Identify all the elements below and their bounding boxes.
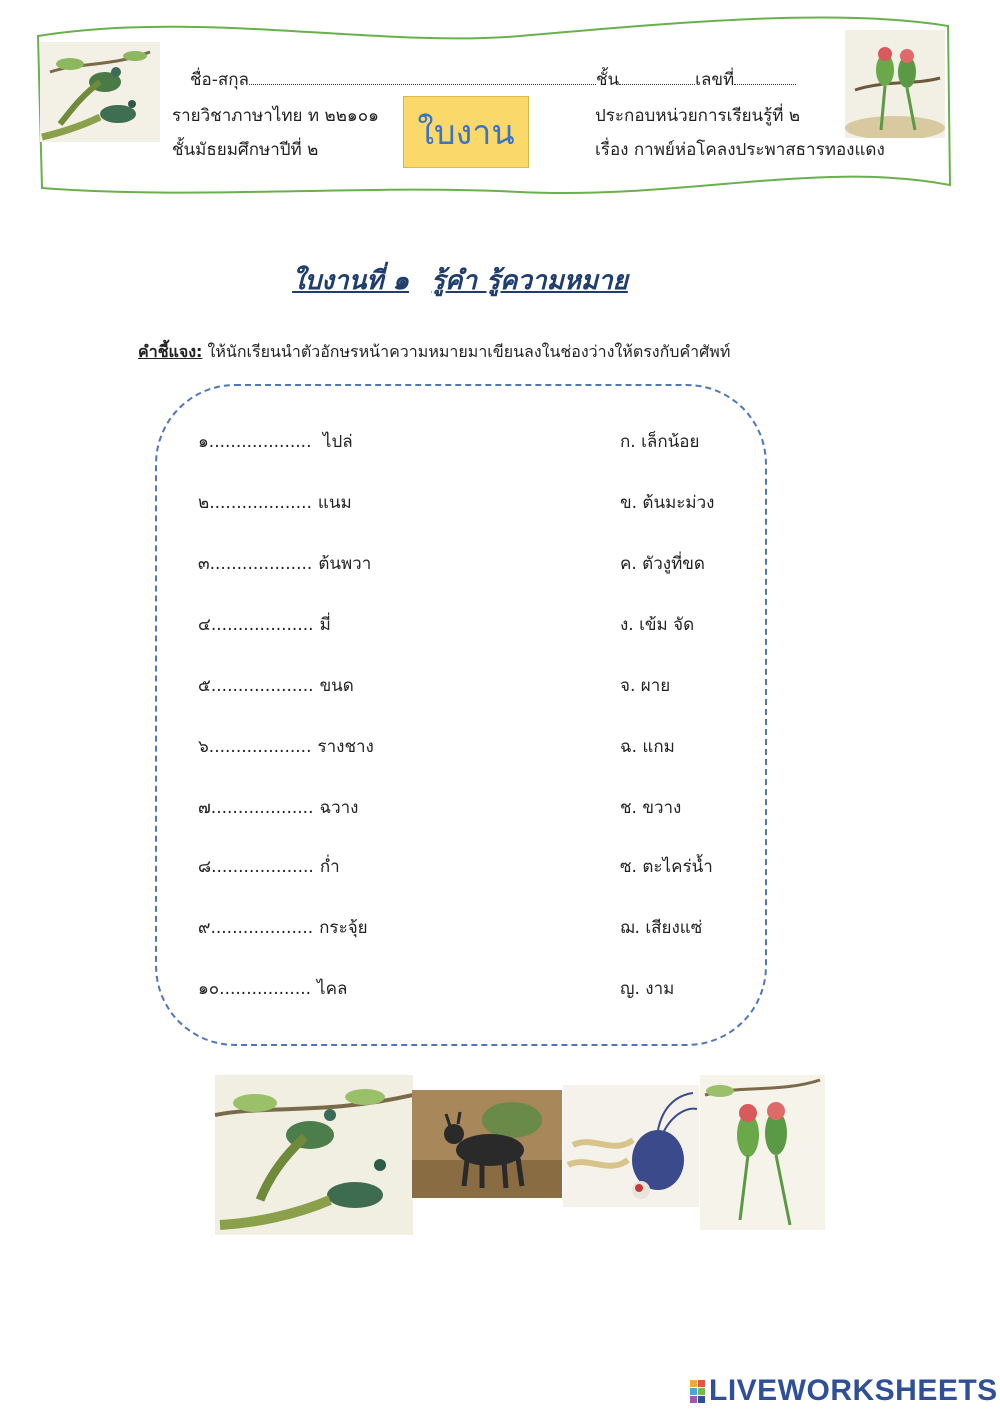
meaning-option: ช. ขวาง <box>620 798 682 818</box>
parrots-picture-right <box>845 30 945 138</box>
word-number: ๒ <box>198 493 210 513</box>
name-blank[interactable] <box>249 84 596 85</box>
word-row <box>198 733 374 760</box>
word-number: ๙ <box>198 918 211 938</box>
word-row <box>198 794 358 821</box>
pheasant-picture <box>563 1085 699 1207</box>
instruction <box>138 340 730 365</box>
word-row <box>198 489 352 516</box>
word-row <box>198 428 353 455</box>
vocab-word: ไคล <box>317 979 348 999</box>
worksheet-number: ใบงานที่ ๑ <box>292 266 410 296</box>
peacock-picture-left <box>40 42 160 142</box>
peacock-picture <box>215 1075 413 1235</box>
unit-text: ประกอบหน่วยการเรียนรู้ที่ ๒ <box>595 106 801 126</box>
class-label: ชั้น <box>595 70 620 90</box>
vocab-word: แนม <box>317 493 352 513</box>
liveworksheets-logo <box>690 1374 998 1408</box>
answer-blank[interactable]: ................... <box>208 737 312 757</box>
vocab-word: ฉวาง <box>319 798 359 818</box>
word-number: ๘ <box>198 857 212 877</box>
word-row <box>198 853 340 880</box>
vocab-word: กระจุ้ย <box>319 918 368 938</box>
meaning-option: ง. เข้ม จัด <box>620 615 695 635</box>
meaning-option: ข. ต้นมะม่วง <box>620 493 715 513</box>
vocab-word: มี่ <box>319 615 331 635</box>
meaning-option: ค. ตัวงูที่ขด <box>620 554 705 574</box>
word-number: ๔ <box>198 615 211 635</box>
answer-blank[interactable]: ................... <box>210 918 314 938</box>
word-row <box>198 550 371 577</box>
meaning-option: จ. ผาย <box>620 676 671 696</box>
meaning-option: ก. เล็กน้อย <box>620 432 700 452</box>
name-class-number-line <box>190 66 796 93</box>
meaning-option: ญ. งาม <box>620 979 675 999</box>
vocab-word: ต้นพวา <box>318 554 372 574</box>
answer-blank[interactable]: ................... <box>209 554 313 574</box>
meaning-option: ซ. ตะไคร่น้ำ <box>620 857 713 877</box>
logo-text: LIVEWORKSHEETS <box>709 1374 998 1407</box>
word-row <box>198 611 331 638</box>
name-label: ชื่อ-สกุล <box>190 70 249 90</box>
answer-blank[interactable]: ................... <box>210 798 314 818</box>
page-title <box>0 260 920 301</box>
meaning-option: ฌ. เสียงแซ่ <box>620 918 703 938</box>
word-number: ๑๐ <box>198 979 220 999</box>
number-blank[interactable] <box>734 84 796 85</box>
word-number: ๗ <box>198 798 211 818</box>
vocab-word: ก่ำ <box>319 857 340 877</box>
worksheet-badge-label: ใบงาน <box>417 113 515 153</box>
matching-box <box>155 384 767 1046</box>
class-blank[interactable] <box>619 84 695 85</box>
answer-blank[interactable]: ................. <box>219 979 312 999</box>
word-row <box>198 975 347 1002</box>
parrots-picture <box>700 1075 825 1230</box>
vocab-word: ไปล่ <box>317 432 353 452</box>
logo-cube-icon <box>690 1380 705 1403</box>
instruction-label: คำชี้แจง: <box>138 342 203 361</box>
answer-blank[interactable]: ................... <box>211 857 314 877</box>
number-label: เลขที่ <box>695 70 735 90</box>
answer-blank[interactable]: ................... <box>210 676 314 696</box>
instruction-text: ให้นักเรียนนำตัวอักษรหน้าความหมายมาเขียนลงในช่องว่างให้ตรงกับคำศัพท์ <box>202 342 731 361</box>
word-number: ๓ <box>198 554 210 574</box>
word-number: ๖ <box>198 737 209 757</box>
answer-blank[interactable]: ................... <box>210 615 314 635</box>
word-number: ๑ <box>198 432 209 452</box>
vocab-word: รางชาง <box>317 737 374 757</box>
word-row <box>198 672 354 699</box>
worksheet-badge <box>403 96 529 168</box>
word-row <box>198 914 368 941</box>
worksheet-topic: รู้คำ รู้ความหมาย <box>431 266 628 296</box>
answer-blank[interactable]: ................... <box>209 493 312 513</box>
serow-goat-picture <box>412 1090 562 1198</box>
subject-text: รายวิชาภาษาไทย ท ๒๒๑๐๑ <box>172 106 379 126</box>
word-number: ๕ <box>198 676 211 696</box>
grade-text: ชั้นมัธยมศึกษาปีที่ ๒ <box>172 140 319 160</box>
answer-blank[interactable]: ................... <box>208 432 312 452</box>
meaning-option: ฉ. แกม <box>620 737 675 757</box>
topic-text: เรื่อง กาพย์ห่อโคลงประพาสธารทองแดง <box>595 140 885 160</box>
vocab-word: ขนด <box>319 676 354 696</box>
